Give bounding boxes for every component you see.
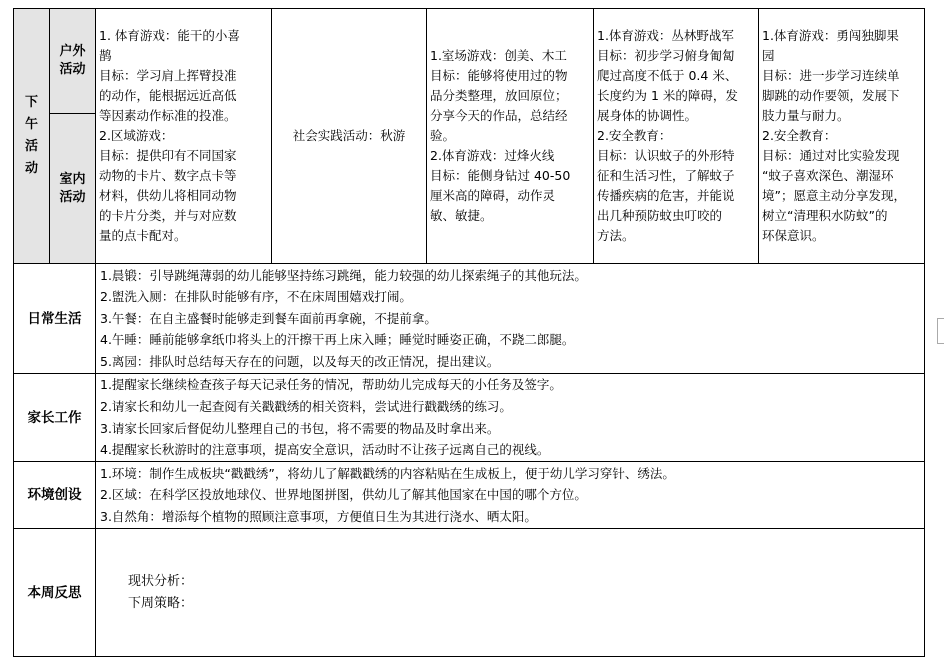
- environment-label: 环境创设: [14, 462, 96, 529]
- outdoor-label-part: 户外: [59, 44, 86, 59]
- text-line: 脚跳的动作要领，发展下: [762, 88, 900, 103]
- text-line: 2.体育游戏：过烽火线: [430, 148, 555, 163]
- text-line: 厘米高的障碍，动作灵: [430, 188, 556, 203]
- text-line: 长度约为 1 米的障碍，发: [597, 88, 738, 103]
- text-line: 出几种预防蚊虫叮咬的: [597, 208, 723, 223]
- text-line: 的卡片分类，并与对应数: [99, 208, 237, 223]
- afternoon-outdoor-row: [14, 9, 925, 114]
- parent-work-label: 家长工作: [14, 374, 96, 462]
- afternoon-col3-cell: [427, 9, 594, 264]
- afternoon-col4-cell: [594, 9, 759, 264]
- status-analysis-label: 现状分析：: [128, 573, 194, 589]
- daily-life-item: 5.离园：排队时总结每天存在的问题，以及每天的改正情况，提出建议。: [100, 353, 500, 369]
- afternoon-activities-header: [14, 9, 50, 264]
- parent-work-item: 2.请家长和幼儿一起查阅有关戳戳绣的相关资料，尝试进行戳戳绣的练习。: [100, 398, 512, 414]
- text-line: 1.室场游戏：创美、木工: [430, 48, 567, 63]
- parent-work-item: 1.提醒家长继续检查孩子每天记录任务的情况，帮助幼儿完成每天的小任务及签字。: [100, 377, 562, 393]
- environment-item: 1.环境：制作生成板块“戳戳绣”，将幼儿了解戳戳绣的内容粘贴在生成板上，便于幼儿学习穿针、绣法。: [100, 465, 675, 481]
- daily-life-item: 3.午餐：在自主盛餐时能够走到餐车面前再拿碗，不提前拿。: [100, 310, 437, 326]
- text-line: 2.安全教育：: [597, 128, 672, 143]
- text-line: 材料，供幼儿将相同动物: [99, 188, 237, 203]
- text-line: 目标：提供印有不同国家: [99, 148, 237, 163]
- afternoon-header-char: 动: [24, 161, 38, 176]
- afternoon-col1-cell: [96, 9, 272, 264]
- parent-work-item: 4.提醒家长秋游时的注意事项，提高安全意识，活动时不让孩子远离自己的视线。: [100, 442, 550, 458]
- text-line: 敏、敏捷。: [430, 208, 493, 223]
- text-line: 肢力量与耐力。: [762, 108, 850, 123]
- daily-life-label: 日常生活: [14, 264, 96, 374]
- environment-row: [14, 462, 925, 529]
- environment-item: 3.自然角：增添每个植物的照顾注意事项，方便值日生为其进行浇水、晒太阳。: [100, 508, 537, 524]
- indoor-activity-label-cell: [50, 114, 96, 264]
- text-line: 环保意识。: [762, 228, 825, 243]
- outdoor-label-part: 活动: [59, 62, 86, 77]
- reflection-label: 本周反思: [14, 529, 96, 657]
- environment-item: 2.区域：在科学区投放地球仪、世界地图拼图，供幼儿了解其他国家在中国的哪个方位。: [100, 487, 587, 503]
- text-line: 目标：通过对比实验发现: [762, 148, 900, 163]
- indoor-label-part: 室内: [59, 171, 86, 187]
- text-line: 1. 体育游戏：能干的小喜: [99, 28, 240, 43]
- outdoor-activity-label-cell: [50, 9, 96, 114]
- afternoon-header-char: 下: [24, 95, 38, 110]
- page-edge-marker: [937, 318, 944, 344]
- social-practice-text: 社会实践活动：秋游: [292, 128, 406, 143]
- text-line: 1.体育游戏：勇闯独脚果: [762, 28, 899, 43]
- text-line: 品分类整理，放回原位；: [430, 88, 568, 103]
- text-line: “蚊子喜欢深色、潮湿环: [762, 168, 894, 183]
- daily-life-item: 2.盥洗入厕：在排队时能够有序，不在床周围嬉戏打闹。: [100, 289, 412, 305]
- text-line: 树立“清理积水防蚊”的: [762, 208, 888, 223]
- text-line: 征和生活习性，了解蚊子: [597, 168, 735, 183]
- reflection-content: [96, 529, 925, 657]
- text-line: 目标：初步学习俯身匍匐: [597, 48, 735, 63]
- daily-life-item: 1.晨锻：引导跳绳薄弱的幼儿能够坚持练习跳绳，能力较强的幼儿探索绳子的其他玩法。: [100, 267, 587, 283]
- text-line: 传播疾病的危害，并能说: [597, 188, 735, 203]
- text-line: 园: [762, 48, 775, 63]
- parent-work-row: [14, 374, 925, 462]
- text-line: 目标：进一步学习连续单: [762, 68, 900, 83]
- text-line: 分享今天的作品，总结经: [430, 108, 568, 123]
- text-line: 境”；愿意主动分享发现，: [762, 188, 906, 203]
- text-line: 目标：认识蚊子的外形特: [597, 148, 735, 163]
- reflection-row: [14, 529, 925, 657]
- parent-work-item: 3.请家长回家后督促幼儿整理自己的书包，将不需要的物品及时拿出来。: [100, 420, 500, 436]
- daily-life-items: [96, 264, 925, 374]
- environment-items: [96, 462, 925, 529]
- text-line: 1.体育游戏：丛林野战军: [597, 28, 734, 43]
- text-line: 验。: [430, 128, 456, 143]
- text-line: 鹊: [99, 48, 112, 63]
- weekly-plan-table: [13, 8, 925, 657]
- text-line: 展身体的协调性。: [597, 108, 698, 123]
- afternoon-header-char: 午: [24, 117, 38, 132]
- daily-life-row: [14, 264, 925, 374]
- text-line: 目标：能够将使用过的物: [430, 68, 568, 83]
- text-line: 目标：学习肩上挥臂投准: [99, 68, 237, 83]
- text-line: 动物的卡片、数字点卡等: [99, 168, 237, 183]
- text-line: 2.区域游戏：: [99, 128, 174, 143]
- text-line: 目标：能侧身钻过 40-50: [430, 168, 571, 183]
- afternoon-header-char: 活: [24, 139, 38, 154]
- parent-work-items: [96, 374, 925, 462]
- afternoon-col5-cell: [759, 9, 925, 264]
- afternoon-col2-cell: [272, 9, 427, 264]
- text-line: 2.安全教育：: [762, 128, 837, 143]
- text-line: 等因素动作标准的投准。: [99, 108, 237, 123]
- text-line: 方法。: [597, 228, 635, 243]
- text-line: 爬过高度不低于 0.4 米、: [597, 68, 738, 83]
- indoor-label-part: 活动: [59, 189, 86, 205]
- next-week-strategy-label: 下周策略：: [128, 595, 194, 611]
- text-line: 量的点卡配对。: [99, 228, 187, 243]
- daily-life-item: 4.午睡：睡前能够拿纸巾将头上的汗擦干再上床入睡；睡觉时睡姿正确，不跷二郎腿。: [100, 332, 575, 348]
- text-line: 的动作，能根据远近高低: [99, 88, 237, 103]
